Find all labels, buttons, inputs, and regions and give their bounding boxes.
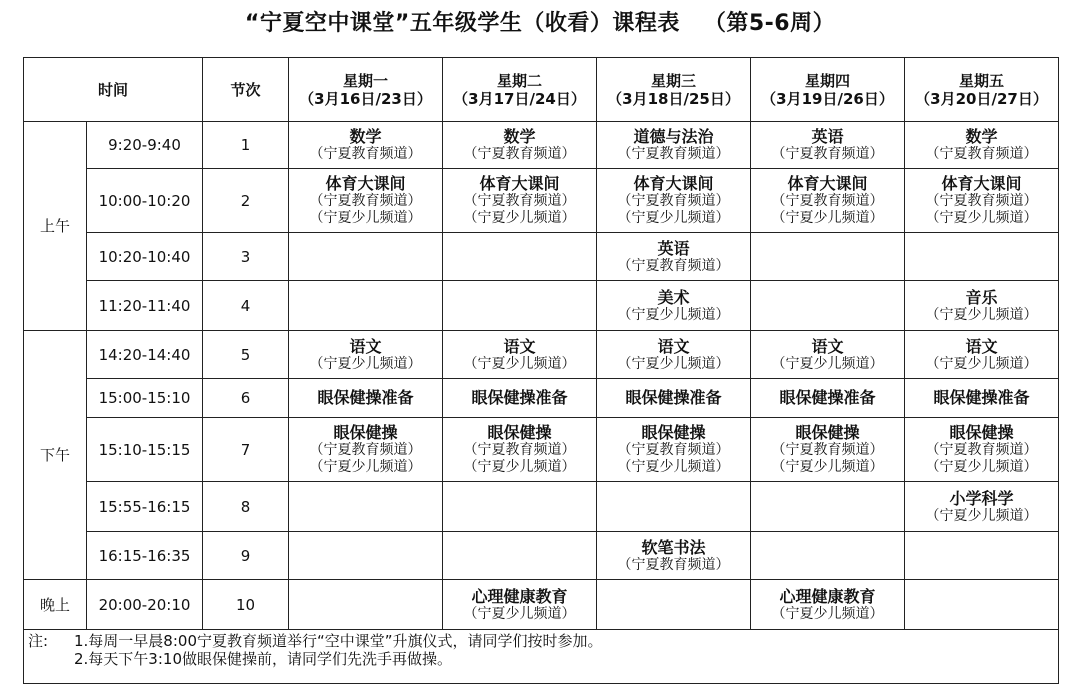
period-number: 2 [203, 169, 289, 233]
period-number: 7 [203, 418, 289, 482]
notes-row [24, 630, 1059, 684]
class-cell [289, 122, 443, 169]
class-cell [905, 122, 1059, 169]
period-number: 8 [203, 482, 289, 532]
class-cell [443, 122, 597, 169]
period-number: 5 [203, 331, 289, 379]
class-cell [597, 331, 751, 379]
empty-cell [905, 580, 1059, 630]
channel-name: （宁夏教育频道） [309, 442, 422, 458]
class-cell [289, 169, 443, 233]
empty-cell [289, 233, 443, 281]
table-row [24, 169, 1059, 233]
day-name: 星期二 [497, 71, 543, 90]
subject-name: 体育大课间 [479, 174, 560, 193]
channel-name: （宁夏少儿频道） [309, 355, 422, 372]
header-day [597, 58, 751, 122]
channel-name: （宁夏少儿频道） [309, 210, 422, 226]
class-cell [751, 122, 905, 169]
class-cell [443, 331, 597, 379]
time-cell: 11:20-11:40 [87, 281, 203, 331]
empty-cell [597, 482, 751, 532]
subject-name: 软笔书法 [641, 537, 706, 557]
empty-cell [751, 532, 905, 580]
class-cell [597, 379, 751, 418]
class-cell [905, 482, 1059, 532]
class-cell [905, 281, 1059, 331]
class-cell [597, 532, 751, 580]
period-group-afternoon: 下午 [24, 331, 87, 580]
table-row [24, 532, 1059, 580]
period-number: 9 [203, 532, 289, 580]
class-cell [289, 331, 443, 379]
empty-cell [751, 233, 905, 281]
empty-cell [751, 281, 905, 331]
channel-name: （宁夏少儿频道） [925, 459, 1038, 475]
time-cell: 10:00-10:20 [87, 169, 203, 233]
channel-name: （宁夏少儿频道） [463, 459, 576, 475]
empty-cell [905, 532, 1059, 580]
subject-name: 眼保健操准备 [471, 388, 568, 407]
channel-name: （宁夏少儿频道） [463, 355, 576, 372]
time-cell: 10:20-10:40 [87, 233, 203, 281]
day-dates: （3月19日/26日） [761, 89, 894, 108]
period-group-morning: 上午 [24, 122, 87, 331]
period-group-evening: 晚上 [24, 580, 87, 630]
class-cell [597, 418, 751, 482]
notes-cell [24, 630, 1059, 684]
class-cell [751, 379, 905, 418]
note-text: 2.每天下午3:10做眼保健操前，请同学们先洗手再做操。 [74, 650, 452, 668]
channel-name: （宁夏教育频道） [617, 146, 730, 162]
subject-name: 道德与法治 [633, 127, 714, 146]
empty-cell [289, 482, 443, 532]
subject-name: 眼保健操 [949, 423, 1014, 442]
day-name: 星期一 [343, 71, 389, 90]
channel-name: （宁夏教育频道） [925, 193, 1038, 209]
time-cell: 15:55-16:15 [87, 482, 203, 532]
header-time: 时间 [24, 58, 203, 122]
header-period: 节次 [203, 58, 289, 122]
period-number: 1 [203, 122, 289, 169]
class-cell [443, 379, 597, 418]
day-name: 星期三 [651, 71, 697, 90]
subject-name: 眼保健操准备 [779, 388, 876, 407]
channel-name: （宁夏少儿频道） [925, 210, 1038, 226]
subject-name: 音乐 [965, 287, 998, 307]
table-row [24, 482, 1059, 532]
class-cell [289, 418, 443, 482]
time-cell: 16:15-16:35 [87, 532, 203, 580]
note-text: 1.每周一早晨8:00宁夏教育频道举行“空中课堂”升旗仪式，请同学们按时参加。 [74, 632, 603, 650]
subject-name: 眼保健操准备 [625, 388, 722, 407]
channel-name: （宁夏教育频道） [771, 442, 884, 458]
day-dates: （3月16日/23日） [299, 89, 432, 108]
table-row [24, 122, 1059, 169]
time-cell: 15:00-15:10 [87, 379, 203, 418]
class-cell [751, 580, 905, 630]
subject-name: 英语 [657, 238, 690, 258]
channel-name: （宁夏少儿频道） [771, 210, 884, 226]
empty-cell [905, 233, 1059, 281]
class-cell [443, 169, 597, 233]
subject-name: 体育大课间 [787, 174, 868, 193]
empty-cell [751, 482, 905, 532]
channel-name: （宁夏少儿频道） [925, 306, 1038, 323]
channel-name: （宁夏教育频道） [463, 442, 576, 458]
empty-cell [443, 532, 597, 580]
channel-name: （宁夏少儿频道） [771, 355, 884, 372]
class-cell [443, 418, 597, 482]
class-cell [289, 379, 443, 418]
day-name: 星期四 [805, 71, 851, 90]
subject-name: 语文 [965, 336, 998, 356]
channel-name: （宁夏少儿频道） [617, 355, 730, 372]
subject-name: 美术 [657, 287, 690, 307]
time-cell: 15:10-15:15 [87, 418, 203, 482]
table-row [24, 580, 1059, 630]
class-cell [597, 233, 751, 281]
channel-name: （宁夏教育频道） [925, 146, 1038, 162]
channel-name: （宁夏教育频道） [617, 556, 730, 573]
class-cell [905, 331, 1059, 379]
subject-name: 心理健康教育 [471, 586, 568, 606]
class-cell [751, 418, 905, 482]
class-cell [597, 281, 751, 331]
subject-name: 眼保健操 [333, 423, 398, 442]
table-row [24, 418, 1059, 482]
channel-name: （宁夏教育频道） [771, 193, 884, 209]
subject-name: 小学科学 [949, 488, 1014, 508]
subject-name: 语文 [657, 336, 690, 356]
channel-name: （宁夏教育频道） [463, 193, 576, 209]
subject-name: 眼保健操 [487, 423, 552, 442]
channel-name: （宁夏少儿频道） [925, 507, 1038, 524]
subject-name: 语文 [811, 336, 844, 356]
subject-name: 数学 [349, 127, 382, 146]
empty-cell [289, 580, 443, 630]
empty-cell [443, 281, 597, 331]
title-weeks: （第5-6周） [703, 11, 836, 36]
subject-name: 眼保健操准备 [317, 388, 414, 407]
subject-name: 体育大课间 [325, 174, 406, 193]
channel-name: （宁夏少儿频道） [617, 459, 730, 475]
note-line [28, 650, 1058, 668]
period-number: 10 [203, 580, 289, 630]
header-day [905, 58, 1059, 122]
class-cell [597, 122, 751, 169]
note-line [28, 632, 1058, 650]
day-name: 星期五 [959, 71, 1005, 90]
subject-name: 语文 [503, 336, 536, 356]
channel-name: （宁夏教育频道） [617, 257, 730, 274]
header-day [289, 58, 443, 122]
time-cell: 9:20-9:40 [87, 122, 203, 169]
subject-name: 数学 [503, 127, 536, 146]
empty-cell [289, 281, 443, 331]
empty-cell [597, 580, 751, 630]
channel-name: （宁夏少儿频道） [617, 306, 730, 323]
channel-name: （宁夏少儿频道） [925, 355, 1038, 372]
channel-name: （宁夏少儿频道） [771, 605, 884, 622]
channel-name: （宁夏教育频道） [617, 193, 730, 209]
class-cell [905, 418, 1059, 482]
header-day [751, 58, 905, 122]
subject-name: 体育大课间 [633, 174, 714, 193]
channel-name: （宁夏教育频道） [463, 146, 576, 162]
class-cell [443, 580, 597, 630]
title-main: “宁夏空中课堂”五年级学生（收看）课程表 [244, 11, 680, 36]
period-number: 6 [203, 379, 289, 418]
channel-name: （宁夏教育频道） [309, 146, 422, 162]
channel-name: （宁夏教育频道） [925, 442, 1038, 458]
class-cell [751, 331, 905, 379]
subject-name: 眼保健操 [641, 423, 706, 442]
channel-name: （宁夏教育频道） [771, 146, 884, 162]
page-title [0, 6, 1080, 42]
table-row [24, 233, 1059, 281]
header-row [24, 58, 1059, 122]
subject-name: 眼保健操准备 [933, 388, 1030, 407]
subject-name: 语文 [349, 336, 382, 356]
empty-cell [289, 532, 443, 580]
channel-name: （宁夏教育频道） [617, 442, 730, 458]
channel-name: （宁夏少儿频道） [309, 459, 422, 475]
day-dates: （3月20日/27日） [915, 89, 1048, 108]
day-dates: （3月18日/25日） [607, 89, 740, 108]
table-row [24, 379, 1059, 418]
subject-name: 心理健康教育 [779, 586, 876, 606]
channel-name: （宁夏教育频道） [309, 193, 422, 209]
empty-cell [443, 233, 597, 281]
header-day [443, 58, 597, 122]
notes-label: 注: [28, 632, 49, 650]
channel-name: （宁夏少儿频道） [617, 210, 730, 226]
table-row [24, 281, 1059, 331]
channel-name: （宁夏少儿频道） [463, 210, 576, 226]
empty-cell [443, 482, 597, 532]
subject-name: 数学 [965, 127, 998, 146]
table-row [24, 331, 1059, 379]
schedule-table [23, 57, 1059, 684]
class-cell [751, 169, 905, 233]
period-number: 4 [203, 281, 289, 331]
subject-name: 体育大课间 [941, 174, 1022, 193]
class-cell [597, 169, 751, 233]
time-cell: 20:00-20:10 [87, 580, 203, 630]
class-cell [905, 379, 1059, 418]
period-number: 3 [203, 233, 289, 281]
subject-name: 眼保健操 [795, 423, 860, 442]
class-cell [905, 169, 1059, 233]
channel-name: （宁夏少儿频道） [463, 605, 576, 622]
day-dates: （3月17日/24日） [453, 89, 586, 108]
channel-name: （宁夏少儿频道） [771, 459, 884, 475]
subject-name: 英语 [811, 127, 844, 146]
time-cell: 14:20-14:40 [87, 331, 203, 379]
